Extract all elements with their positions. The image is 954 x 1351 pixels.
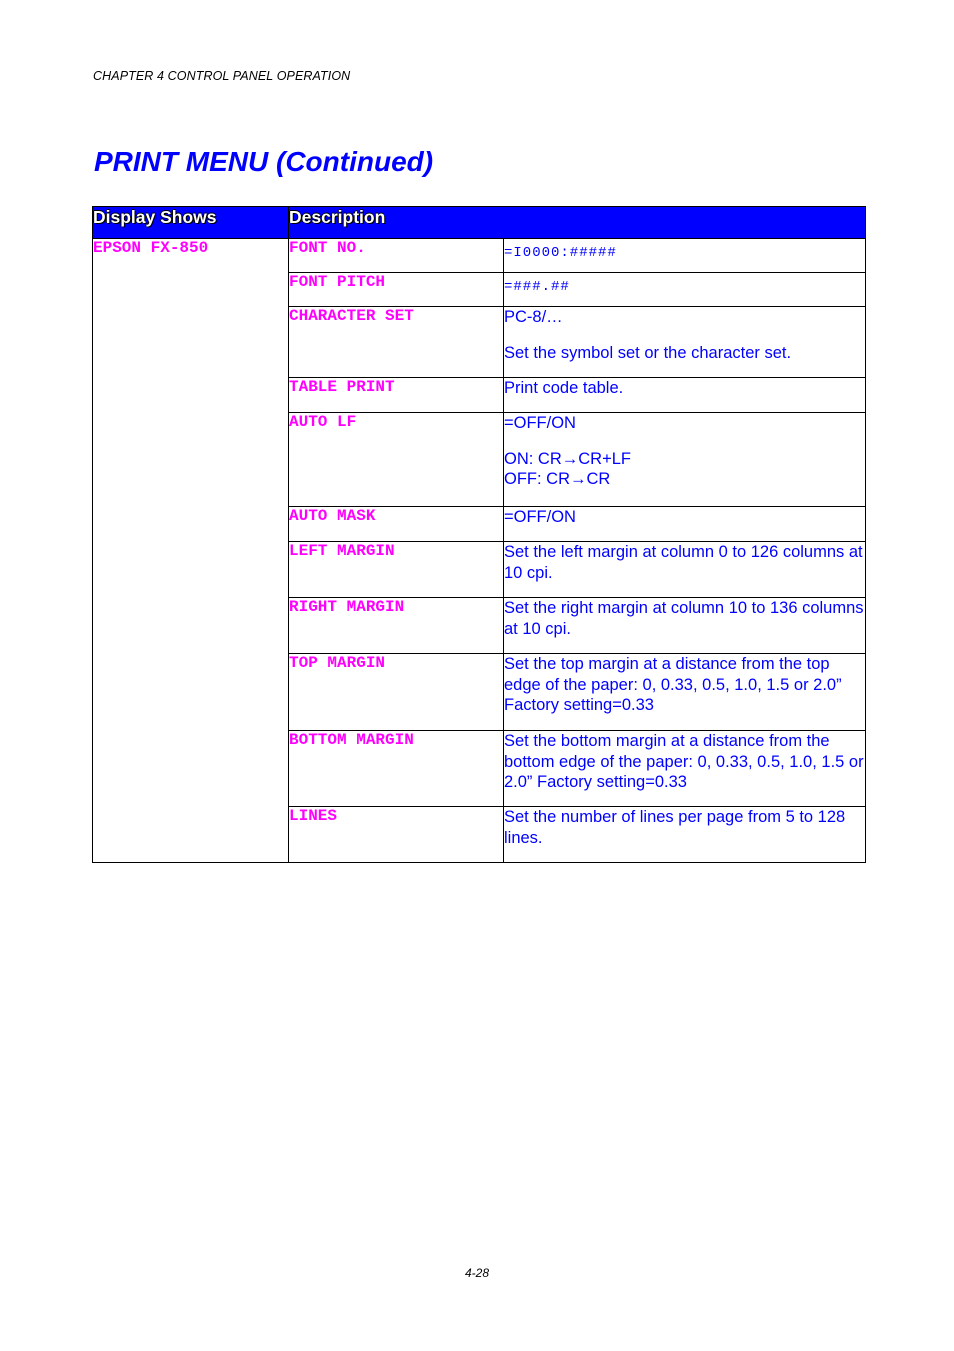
page-title: PRINT MENU (Continued) xyxy=(94,146,434,177)
menu-item-description xyxy=(504,654,866,731)
description-text: =I0000:##### xyxy=(504,245,617,261)
display-value-cell: EPSON FX-850 xyxy=(93,239,289,863)
description-text: Set the symbol set or the character set. xyxy=(504,343,792,362)
chapter-header: CHAPTER 4 CONTROL PANEL OPERATION xyxy=(93,69,351,83)
description-text: =###.## xyxy=(504,279,570,295)
table-header-row xyxy=(93,207,866,239)
menu-item-name: BOTTOM MARGIN xyxy=(289,731,504,807)
menu-item-description xyxy=(504,413,866,507)
menu-item-description xyxy=(504,598,866,654)
description-text: =OFF/ON xyxy=(504,508,576,526)
column-header-display-shows: Display Shows xyxy=(93,207,289,239)
description-text: ON: CR→CR+LF OFF: CR→CR xyxy=(504,449,631,488)
menu-item-description xyxy=(504,542,866,598)
description-text: Set the number of lines per page from 5 to 128 lines. xyxy=(504,808,846,847)
description-text: Set the top margin at a distance from the top edge of the paper: 0, 0.33, 0.5, 1.0, 1.5 or 2.0” Factory setting=0.33 xyxy=(504,655,842,714)
menu-item-name: FONT PITCH xyxy=(289,273,504,307)
menu-item-name: CHARACTER SET xyxy=(289,307,504,378)
menu-item-description xyxy=(504,239,866,273)
page-number: 4-28 xyxy=(465,1266,490,1280)
menu-item-description xyxy=(504,273,866,307)
menu-item-name: AUTO MASK xyxy=(289,507,504,542)
menu-item-name: TABLE PRINT xyxy=(289,378,504,413)
description-text: Set the left margin at column 0 to 126 columns at 10 cpi. xyxy=(504,543,863,582)
menu-item-description xyxy=(504,807,866,863)
menu-item-description xyxy=(504,378,866,413)
column-header-description: Description xyxy=(289,207,866,239)
menu-item-name: TOP MARGIN xyxy=(289,654,504,731)
menu-item-description xyxy=(504,307,866,378)
description-text: PC-8/… xyxy=(504,308,563,326)
description-text: Print code table. xyxy=(504,379,624,397)
description-text: =OFF/ON xyxy=(504,414,576,432)
menu-item-name: LINES xyxy=(289,807,504,863)
description-text: Set the bottom margin at a distance from the bottom edge of the paper: 0, 0.33, 0.5, 1.0, 1.5 or 2.0” Factory setting=0.33 xyxy=(504,732,864,791)
print-menu-table xyxy=(92,206,866,863)
menu-item-name: AUTO LF xyxy=(289,413,504,507)
menu-item-name: FONT NO. xyxy=(289,239,504,273)
table-row xyxy=(93,239,866,273)
menu-item-description xyxy=(504,507,866,542)
description-text: Set the right margin at column 10 to 136 columns at 10 cpi. xyxy=(504,599,864,638)
menu-item-description xyxy=(504,731,866,807)
menu-item-name: LEFT MARGIN xyxy=(289,542,504,598)
table-body xyxy=(93,239,866,863)
menu-item-name: RIGHT MARGIN xyxy=(289,598,504,654)
